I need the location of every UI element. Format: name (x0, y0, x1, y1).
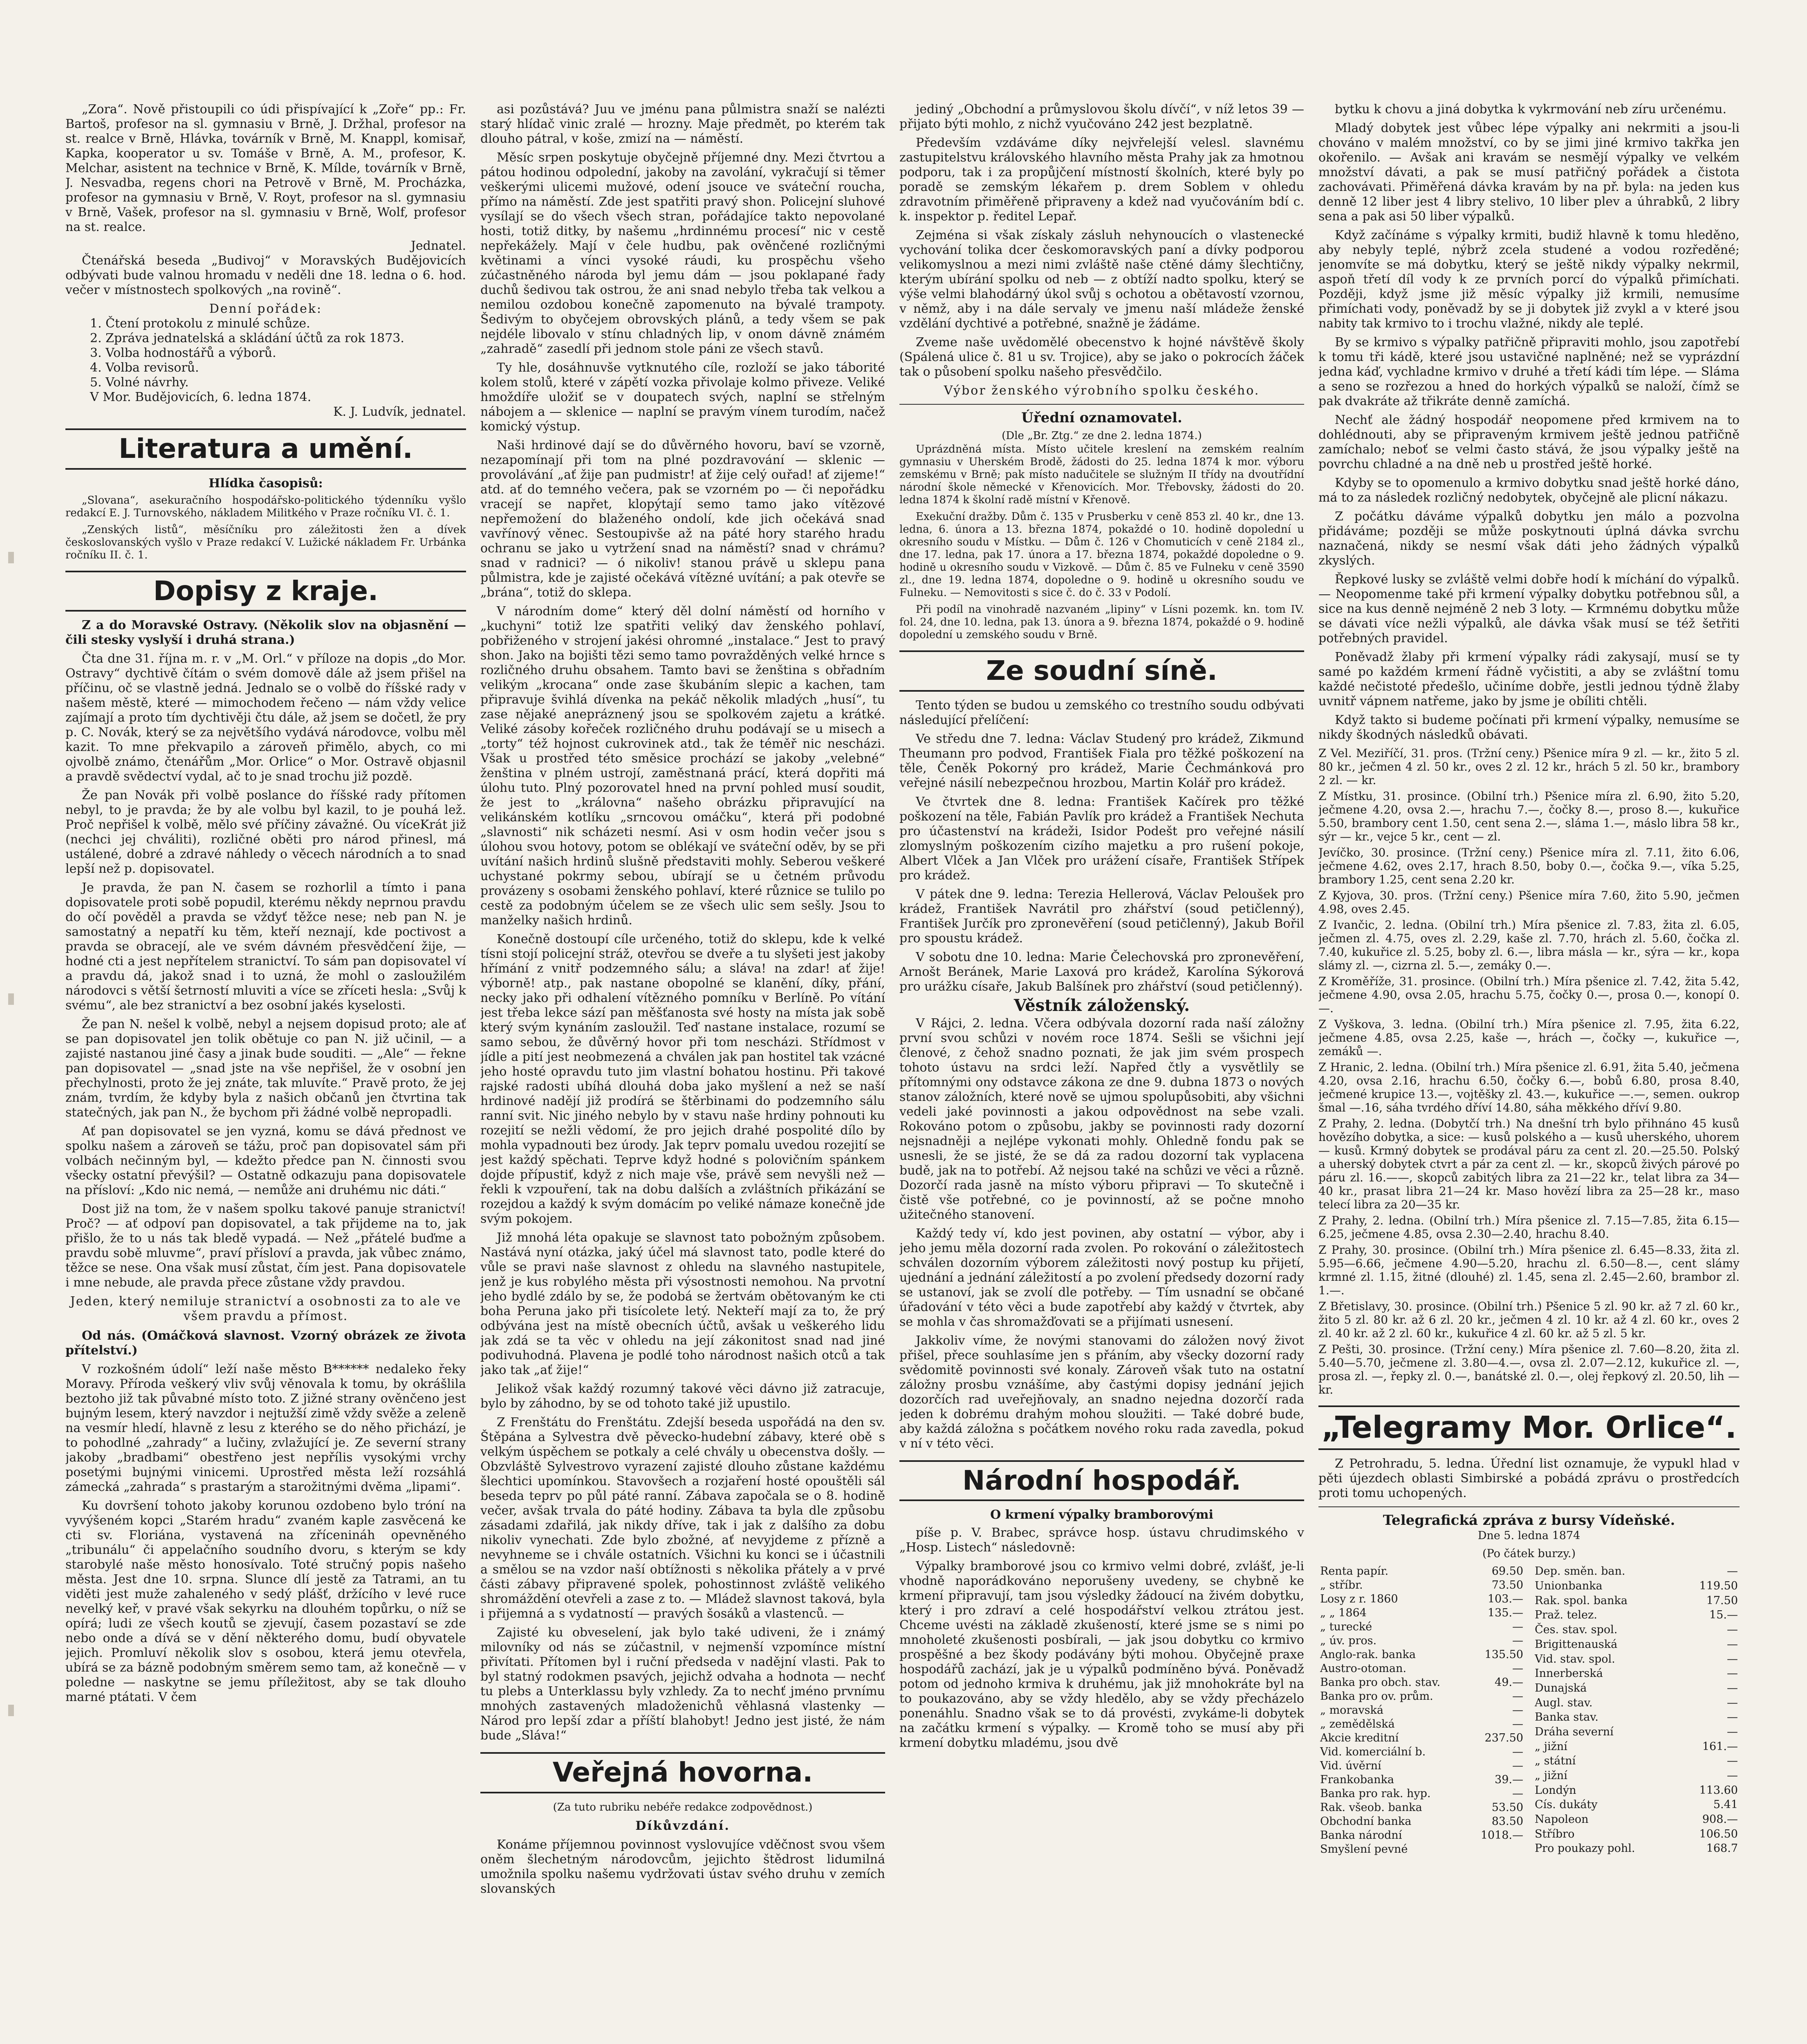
page-edge-mark (8, 552, 14, 563)
bursa-price: — (1512, 1759, 1523, 1773)
bursa-row (1318, 1606, 1525, 1620)
bursa-price: — (1727, 1711, 1738, 1724)
bursa-price: — (1512, 1662, 1523, 1675)
bursa-row (1318, 1829, 1525, 1842)
bursa-security: Anglo-rak. banka (1320, 1648, 1416, 1661)
bursa-row (1533, 1696, 1740, 1711)
bursa-row (1533, 1667, 1740, 1681)
bursa-row (1318, 1773, 1525, 1787)
bursa-row (1533, 1623, 1740, 1638)
bursa-row (1318, 1787, 1525, 1801)
bursa-row (1318, 1592, 1525, 1606)
oznamovatel-source: (Dle „Br. Ztg.“ ze dne 2. ledna 1874.) (1002, 430, 1202, 442)
article-paragraph: Zejména si však získaly zásluh nehynoucích o vlastenecké vychování tolika dcer českomoravských paní a dívky podporou velikomyslnou a mezi nimi zvláště naše ctěné dámy šlechtičny, kterým ubírání spolku od neb — z obtíží nadto spolku, který se výše velmi blahodárný úkol svůj s ochotou a obětavostí vzornou, v němž, aby i na dále servaly ve jmenu naší mládeže ženské vzdělání dychtivé a potřebné, snažně je žádáme. (899, 228, 1304, 331)
article-paragraph: Když začínáme s výpalky krmiti, budiž hlavně k tomu hleděno, aby nebyly teplé, nýbrž zcela studené a vodou rozředěné; jenomvíte se má dobytku, který se ještě nikdy výpalky nekrmil, aspoň třetí díl vody k ze prvních porcí do výpalků přimíchati. Později, když jsme již měsíc výpalky již krmili, nemusíme přimíchati vody, poněvadž by se ji dobytek již zvykl a v které jsou nabity tak krmivo to i trochu vlažné, nikdy ale teplé. (1318, 228, 1740, 331)
bursa-row (1318, 1801, 1525, 1815)
article-paragraph: Konečně dostoupí cíle určeného, totiž do sklepu, kde k velké tísni stojí policejní stráž, otevřou se dveře a tu slyšeti jest jakoby hřímání z vnitř podzemného sálu; a sláva! na zdar! ať žije! výborně! atp., pak nastane obopolné se klanění, díky, přání, necky jako při odhalení vítězného pomníku v Berlíně. Po vítání jest třeba lekce sází pan měšťanosta své hosty na místa jak sobě který svým kynáním zasloužil. Teď nastane instalace, rozumí se samo sebou, že důvěrný hovor při tom nescházi. Střídmost v jídle a pití jest neobmezená a chválen jak pan hostitel tak vzácné jeho hosté opravdu tuto jim vlastní bohatou hostinu. Při takové rajské radosti ubíhá dlouhá doba jako myšlení a než se naší hrdinové nadějí již prodírá se štěrbinami do podzemního sálu ranní svit. Nic jiného nebylo by v stavu naše hrdiny pohnouti ku rozejití se nežli vědomí, že pro jejich drahé pospolité dílo by mohla vypadnouti bez úrody. Jak teprv pomalu uvedou rozejití se jest každý spěchati. Teprve když hodné s polovičním spánkem dojde přípustiť, když z nich maje vše, právě sem nevyšli než — řekli k vzpouření, tak na dobu dalších a zvláštních přikázání se rozejdou a každý k svým domácím po veliké námaze konečně jde svým pokojem. (480, 932, 885, 1226)
bursa-price: 237.50 (1484, 1732, 1523, 1745)
bursa-price: 103.— (1487, 1593, 1523, 1606)
bursa-row (1533, 1681, 1740, 1696)
bursa-security: Banka národní (1320, 1829, 1402, 1842)
hovorna-note: (Za tuto rubriku nebéře redakce zodpovědnost.) (553, 1801, 813, 1813)
article-paragraph: Zajisté ku obveselení, jak bylo také udiveni, že i známý milovníky od nás se zúčastnil, v nejmenší vzpomínce místní přivítati. Přítomen byl i ruční předseda v nadějní vlasti. Pak to byl statný rodokmen psavých, jejichž odvaha a hodnota — nechť tu plebs a Unterklassu byly vzhledy. Za to nechť jméno prvnímu mnohých zastavených mladoženichů věhlasná vlastenky — Národ pro lepší zdar a příští blahobyt! Jedno jest jisté, že nám bude „Sláva!“ (480, 1625, 885, 1743)
bursa-row (1533, 1710, 1740, 1725)
soudni-paragraph: Ve čtvrtek dne 8. ledna: František Kačírek pro těžké poškození na těle, Fabián Pavlík pro krádež a František Nechuta pro účastenství na krádeži, Isidor Podešt pro veřejné násilí zlomyslným poškozením cizího majetku a pro rušení pokoje, Albert Vlček a Jan Vlček pro urážení císaře, František Střípek pro krádež. (899, 794, 1304, 883)
bursa-row (1533, 1740, 1740, 1755)
bursa-row (1318, 1703, 1525, 1717)
bursa-price: — (1727, 1652, 1738, 1665)
bursa-security: Čes. stav. spol. (1535, 1623, 1618, 1636)
bursa-row (1533, 1638, 1740, 1652)
column-3 (899, 102, 1304, 2044)
telegram-text: Z Petrohradu, 5. ledna. Úřední list oznamuje, že vypukl hlad v pěti újezdech oblasti Simbirské a pobádá zprávu o prostředcích proti tomu uchopených. (1318, 1457, 1740, 1501)
bursa-price: — (1727, 1565, 1738, 1578)
bursa-security: Dep. směn. ban. (1535, 1565, 1625, 1578)
market-report: Z Vyškova, 3. ledna. (Obilní trh.) Míra pšenice zl. 7.95, žita 6.22, ječmene 4.85, ovsa 2.25, kaše —, hrách —, čočky —, kukuřice —, zemáků —. (1318, 1018, 1740, 1058)
bursa-price: 17.50 (1706, 1594, 1738, 1607)
bursa-security: Banka pro obch. stav. (1320, 1676, 1441, 1689)
bursa-security: Londýn (1535, 1784, 1576, 1797)
bursa-price: — (1512, 1704, 1523, 1717)
vybor-signature: Výbor ženského výrobního spolku českého. (944, 383, 1260, 398)
agenda-title: Denní pořádek: (209, 302, 323, 316)
soudni-paragraph: Ve středu dne 7. ledna: Václav Studený pro krádež, Zikmund Theumann pro podvod, František Fiala pro těžké poškození na těle, Čeněk Pokorný pro krádež, Marie Čechmánková pro veřejné násilí nebezpečnou hrozbou, Martin Kolář pro krádež. (899, 731, 1304, 790)
bursa-security: Stříbro (1535, 1827, 1575, 1840)
bursa-security: Vid. komerciální b. (1320, 1746, 1426, 1759)
bursa-row (1533, 1827, 1740, 1842)
agenda-item: 4. Volba revisorů. (90, 361, 199, 375)
bursa-row (1533, 1769, 1740, 1784)
zora-signature: Jednatel. (410, 239, 466, 253)
article-paragraph: bytku k chovu a jiná dobytka k vykrmování neb zíru určenému. (1335, 102, 1727, 117)
bursa-price: — (1512, 1620, 1523, 1634)
bursa-price: 39.— (1495, 1773, 1523, 1786)
bursa-security: Dunajská (1535, 1681, 1587, 1694)
bursa-row (1533, 1813, 1740, 1827)
article-paragraph: Když takto si budeme počínati při krmení výpalky, nemusíme se nikdy škodných následků obávati. (1318, 713, 1740, 742)
bursa-row (1318, 1842, 1525, 1856)
vestnik-paragraph: V Rájci, 2. ledna. Včera odbývala dozorní rada naší záložny první svou schůzi v novém roce 1874. Sešli se všichni její členové, z čehož snadno poznati, že jak jim svém prospech tohoto ústavu na srdci leží. Napřed čtly a vysvětlily se přítomnými ony odstavce zákona ze dne 9. dubna 1873 o nových stanov záložních, které nově se ujmou spolupůsobiti, aby všichni vedeli jaké povinnosti a jakou odpovědnost na sebe vzali. Rokováno potom o způsobu, jakby se povinnosti rady dozorní nejsnadněji a nejlépe vykonati mohly. Ohledně fondu pak se usnesli, že se jisté, že se dá za radou dozorní tak vyplacena budě, jak na to potřebí. Až nejsou také na schůzi ve věci a různě. Dozorčí rada jasně na místo výboru připravi — To skutečně i čistě vše potřebné, co je povinností, až se počne mnoho užitečného stanovení. (899, 1016, 1304, 1222)
column-4 (1318, 102, 1740, 2044)
bursa-security: Dráha severní (1535, 1725, 1614, 1738)
article-paragraph: Ty hle, dosáhnuvše vytknutého cíle, rozloží se jako táborité kolem stolů, které v zápětí vozka přivolaje kolmo přiveze. Veliké hmoždíře uložiť se v doupatech svých, naplní se střelným nábojem a — sklenice — naplní se pravým vínem turodím, načež komický výstup. (480, 361, 885, 434)
bursa-price: 168.7 (1706, 1842, 1738, 1855)
bursa-row (1533, 1725, 1740, 1740)
bursa-security: Losy z r. 1860 (1320, 1593, 1398, 1606)
dikuvzdani-text: Konáme příjemnou povinnost vyslovujíce vděčnost svou všem oněm šlechetným národovcům, jejichto štědrost lidumilná umožnila spolku našemu vydržovati ústav svého druhu v zemích slovanských (480, 1837, 885, 1896)
bursa-price: 135.— (1487, 1607, 1523, 1620)
bursa-price: — (1727, 1667, 1738, 1680)
bursa-row (1533, 1754, 1740, 1769)
market-report: Jevíčko, 30. prosince. (Tržní ceny.) Pšenice míra zl. 7.11, žito 6.06, ječmene 4.62, oves 2.17, hrach 8.50, boby 0.—, čočka 9.—, víka 5.25, brambory 1.25, cent sena 2.20 kr. (1318, 846, 1740, 886)
bursa-row (1533, 1842, 1740, 1856)
agenda-item: 5. Volné návrhy. (90, 375, 189, 390)
agenda-list (65, 316, 466, 390)
market-report: Z Prahy, 2. ledna. (Obilní trh.) Míra pšenice zl. 7.15—7.85, žita 6.15—6.25, ječmene 4.85, ovsa 2.30—2.40, hrachu 8.40. (1318, 1214, 1740, 1241)
bursa-table-left (1318, 1564, 1525, 1856)
bursa-security: „ jižní (1535, 1740, 1567, 1753)
article-paragraph: Především vzdáváme díky nejvřelejší velesl. slavnému zastupitelstvu královského hlavního města Prahy jak za hmotnou podporu, tak i za propůjčení místností školních, které byly po poradě se zemským lékařem p. drem Soblem v ohledu zdravotním přiměřeně připraveny a kdež nad vyučováním bdí c. k. inspektor p. ředitel Lepař. (899, 136, 1304, 224)
article-paragraph: Z počátku dáváme výpalků dobytku jen málo a pozvolna přidáváme; později se může poskytnouti úplná dávka svrchu naznačená, nikdy se nesmí však dáti jeho žádných výpalků zkyslých. (1318, 509, 1740, 568)
bursa-price: — (1512, 1718, 1523, 1731)
bursa-row (1318, 1731, 1525, 1745)
bursa-price: 1018.— (1480, 1829, 1523, 1842)
bursa-price: 119.50 (1699, 1580, 1738, 1593)
soudni-heading: Ze soudní síně. (899, 650, 1304, 692)
krmeni-paragraph: píše p. V. Brabec, správce hosp. ústavu chrudimského v „Hosp. Listech“ následovně: (899, 1526, 1304, 1555)
article-paragraph: Kdyby se to opomenulo a krmivo dobytku snad ještě horké dáno, má to za následek rozličný nedobytek, obyčejně ale plicní nákazu. (1318, 476, 1740, 505)
agenda-item: 1. Čtení protokolu z minulé schůze. (90, 316, 310, 331)
bursa-price: 49.— (1495, 1676, 1523, 1689)
bursa-row (1318, 1578, 1525, 1592)
bursa-security: Obchodní banka (1320, 1815, 1412, 1828)
bursa-security: „ turecké (1320, 1620, 1372, 1634)
bursa-security: Banka pro rak. hyp. (1320, 1787, 1431, 1800)
article-paragraph: Měsíc srpen poskytuje obyčejně příjemné dny. Mezi čtvrtou a pátou hodinou odpolední, jakoby na zavolání, vykračují si těmer veškerými ulicemi mužové, odení jsouce ve sváteční roucha, přímo na náměstí. Zde jest spatřiti pravý shon. Policejní sluhové vysílají se do všech všech stran, pořádajíce takto nepovolané hosti, totiž ditky, by našemu „hrdinnému procesí“ nic v cestě nepřekážely. Mají v čele hudbu, pak ověnčené rozličnými květinami a vínci vysoké ráudi, ku prospěchu všeho zúčastněného národa byl jemu dám — jsou poklapané řady duchů šedivou tak ostrou, že ani snad nebylo třeba tak velkou a nemilou ozdobou konečně zapomenuto na bývalé trampoty. Šedivým to obyčejem obrovských plánů, a tedy všem se pak nejdéle libovalo v stínu chladných lip, v onom dávně známém „zahradě“ zasedlí při jednom stole páni ze všech stavů. (480, 150, 885, 356)
bursa-row (1533, 1652, 1740, 1667)
hlidka-heading: Hlídka časopisů: (208, 476, 323, 491)
page-edge-mark (8, 993, 14, 1005)
vestnik-heading: Věstník záloženský. (1013, 995, 1190, 1015)
bursa-price: 53.50 (1491, 1801, 1523, 1814)
bursa-price: — (1512, 1787, 1523, 1800)
hlidka-item: „Zenských listů“, měsíčníku pro záležitosti žen a dívek českoslovanských vyšlo v Praze redakcí V. Lužické nákladem Fr. Urbánka ročníku II. č. 1. (65, 523, 466, 561)
bursa-security: „ zemědělská (1320, 1718, 1395, 1731)
bursa-security: Napoleon (1535, 1813, 1589, 1826)
hospodar-heading: Národní hospodář. (899, 1460, 1304, 1502)
market-report: Z Ivančic, 2. ledna. (Obilní trh.) Míra pšenice zl. 7.83, žita zl. 6.05, ječmen zl. 4.75, oves zl. 2.29, kaše zl. 7.70, hrách zl. 5.60, čočka zl. 7.40, kukuřice zl. 5.25, boby zl. 6.—, libra másla — kr., sýra — kr., kopa slámy zl. —, cizrna zl. 5.—, zemáky 0.—. (1318, 918, 1740, 972)
bursa-security: Austro-otoman. (1320, 1662, 1406, 1675)
bursa-security: Banka pro ov. prům. (1320, 1690, 1433, 1703)
bursa-row (1318, 1745, 1525, 1759)
bursa-price: 135.50 (1484, 1648, 1523, 1661)
bursa-subheading: (Po čátek burzy.) (1482, 1547, 1576, 1560)
bursa-security: „ jižní (1535, 1769, 1567, 1782)
bursa-security: „ státní (1535, 1755, 1576, 1768)
agenda-item: 2. Zpráva jednatelská a skládání účtů za rok 1873. (90, 331, 404, 345)
market-report: Z Kyjova, 30. pros. (Tržní ceny.) Pšenice míra 7.60, žito 5.90, ječmen 4.98, oves 2.45. (1318, 889, 1740, 916)
bursa-security: Unionbanka (1535, 1580, 1603, 1593)
article-paragraph: Poněvadž žlaby při krmení výpalky rádi zakysají, musí se ty samé po každém krmení řádně vyčistiti, a aby se zvláštní tomu každé nečistoté předešlo, učiníme dobře, jestli jednou týdně žlaby uvnitř vápnem natřeme, jako by jsme je obíliti chtěli. (1318, 650, 1740, 708)
budivoj-notice: Čtenářská beseda „Budivoj“ v Moravských Budějovicích odbývati bude valnou hromadu v neděli dne 18. ledna o 6. hod. večer v místnostech spolkových „na rovině“. (65, 253, 466, 297)
market-report: Z Prahy, 30. prosince. (Obilní trh.) Míra pšenice zl. 6.45—8.33, žita zl. 5.95—6.66, ječmene 4.90—5.20, hrachu zl. 6.50—8.—, cent slámy krmné zl. 1.15, žitné (dlouhé) zl. 1.45, sena zl. 2.45—2.60, brambor zl. 1.—. (1318, 1243, 1740, 1297)
market-report: Z Vel. Meziříčí, 31. pros. (Tržní ceny.) Pšenice míra 9 zl. — kr., žito 5 zl. 80 kr., ječmen 4 zl. 50 kr., oves 2 zl. 12 kr., hrách 5 zl. 50 kr., brambory 2 zl. — kr. (1318, 746, 1740, 787)
bursa-row (1318, 1815, 1525, 1829)
ostrava-paragraph: Čta dne 31. října m. r. v „M. Orl.“ v příloze na dopis „do Mor. Ostravy“ dychtivě čítám o svém domově dále až jsem přišel na příčinu, oč se vlastně jedná. Jednalo se o volbě do říšské rady v našem městě, které — mimochodem řečeno — nám vždy velice zajímají a proto tím dychtivěji čtu dále, až jsem se dočetl, že pry p. C. Novák, který se za největšího vydává národovce, volbu měl kazit. To mne překvapilo a zároveň přimělo, abych, co mi ojvolbě známo, čtenářům „Mor. Orlice“ o Mor. Ostravě objasnil a pravdě svědectví vydal, ač to je snad trochu již pozdě. (65, 652, 466, 784)
article-paragraph: By se krmivo s výpalky patřičně připraviti mohlo, jsou zapotřebí k tomu tři kádě, které jsou ustavičné naplněné; než se vyprázdní jedna káď, vychladne krmivo v druhé a třetí kádi tím lépe. — Sláma a seno se rozřezou a hned do horkých výpalků se naloží, čímž se pak dvakráte až třikráte denně zamíchá. (1318, 335, 1740, 408)
market-report: Z Kroměříže, 31. prosince. (Obilní trh.) Míra pšenice zl. 7.42, žita 5.42, ječmene 4.90, ovsa 2.05, hrachu 5.75, čočky 0.—, prosa 0.—, konopí 0.—. (1318, 975, 1740, 1015)
bursa-security: Praž. telez. (1535, 1609, 1597, 1622)
bursa-price: 908.— (1702, 1813, 1738, 1826)
article-paragraph: asi pozůstává? Juu ve jménu pana půlmistra snaží se nalézti starý hlídač vinic zralé — hrozny. Maje předmět, po kterém tak dlouho pátral, v koše, zmizí na — náměstí. (480, 102, 885, 146)
article-paragraph: Naši hrdinové dají se do důvěrného hovoru, baví se vzorně, nezapomínají při tom na plné pozdravování — sklenic — provolávání „ať žije pan pudmistr! ať žije celý ouřad! ať zijeme!“ atd. ať do temného večera, pak se vzorném po — či nepořádku vracejí se napřet, klopýtají semo tamo jako vítězové nepřemožení do blaženého ondolí, kde jich očekává snad vavřínový věnec. Sestoupivše až na páté hory starého hradu ochranu se jako u vytržení snad na náměstí? snad v chrámu? snad v radnici? — ó nikoliv! stanou právě u sklepu pana půlmistra, kde je zajisté očekává vítězné uvítání; a pak otevře se „brána“, totiž do sklepa. (480, 438, 885, 600)
ostrava-paragraph: Dost již na tom, že v našem spolku takové panuje stranictví! Proč? — ať odpoví pan dopisovatel, a tak přijdeme na to, jak přišlo, že to u nás tak bledě vypadá. — Než „přátelé buďme a pravdu sobě mluvme“, praví přísloví a pravda, jak vůbec známo, těžce se nese. Ona však musí zůstat, čím jest. Pana dopisovatele i mne nebude, ale pravda přece zůstane vždy pravdou. (65, 1202, 466, 1290)
column-1 (65, 102, 466, 2044)
soudni-paragraph: V sobotu dne 10. ledna: Marie Čelechovská pro zpronevěření, Arnošt Beránek, Marie Laxová pro krádež, Karolína Sýkorová pro urážku císaře, Jakub Balšínek pro zhářství (soud petičlenný). (899, 950, 1304, 994)
bursa-price: — (1512, 1634, 1523, 1647)
ostrava-paragraph: Ať pan dopisovatel se jen vyzná, komu se dává přednost ve spolku našem a zároveň se tážu, proč pan dopisovatel sám při volbách nečinným byl, — kdežto předce pan N. činnosti svou všecky ostatní převýšil? — Ostatně odkazuju pana dopisovatele na přísloví: „Kdo nic nemá, — nemůže ani druhému nic dáti.“ (65, 1124, 466, 1198)
vestnik-paragraph: Každý tedy ví, kdo jest povinen, aby ostatní — výbor, aby i jeho jemu měla dozorní rada zvolen. Po rokování o záležitostech schválen dozorním výborem záležitosti nový postup ku přijetí, ujednání a jednání záležitostí a po zvolení předsedy dozorní rady se ustanoví, jak se zvolí dle potřeby. — Tím usnadní se občané úřadování v této věci a bude zapotřebí aby každý v čtvrtek, aby se mohla v čas shromažďovati se a přijímati usnesení. (899, 1226, 1304, 1329)
article-paragraph: Jelikož však každý rozumný takové věci dávno již zatracuje, bylo by záhodno, by se od tohoto také již upustilo. (480, 1382, 885, 1411)
od-nas-heading: Od nás. (Omáčková slavnost. Vzorný obrázek ze života přítelství.) (65, 1329, 466, 1358)
bursa-security: Smyšlení pevné (1320, 1843, 1408, 1856)
dikuvzdani-heading: Díkůvzdání. (635, 1818, 730, 1833)
bursa-price: — (1512, 1690, 1523, 1703)
bursa-security: Frankobanka (1320, 1773, 1394, 1786)
article-paragraph: Řepkové lusky se zvláště velmi dobře hodí k míchání do výpalků. — Neopomenme také při krmení výpalky dobytku potřebnou sůl, a sice na kus denně nejméně 2 neb 3 loty. — Krmnému dobytku může se dávati více nežli výpalků, ale dávka však musí se též šetřiti potřebných pravidel. (1318, 572, 1740, 645)
bursa-date: Dne 5. ledna 1874 (1477, 1529, 1581, 1542)
divider (1318, 1506, 1740, 1507)
bursa-row (1533, 1579, 1740, 1594)
agenda-item: 3. Volba hodnostářů a výborů. (90, 346, 276, 360)
bursa-price: — (1727, 1638, 1738, 1651)
page-edge-mark (8, 1705, 14, 1716)
bursa-row (1318, 1662, 1525, 1676)
market-report: Z Břetislavy, 30. prosince. (Obilní trh.) Pšenice 5 zl. 90 kr. až 7 zl. 60 kr., žito 5 zl. 80 kr. až 6 zl. 20 kr., ječmen 4 zl. 10 kr. až 4 zl. 60 kr., oves 2 zl. 40 kr. až 2 zl. 60 kr., kukuřice 4 zl. 60 kr. až 5 zl. 5 kr. (1318, 1300, 1740, 1340)
column-2 (480, 102, 885, 2044)
bursa-price: — (1727, 1696, 1738, 1709)
krmeni-heading: O krmení výpalky bramborovými (990, 1508, 1213, 1522)
market-report: Z Pešti, 30. prosince. (Tržní ceny.) Míra pšenice zl. 7.60—8.20, žita zl. 5.40—5.70, ječmene zl. 3.80—4.—, ovsa zl. 2.07—2.12, kukuřice zl. —, prosa zl. —, řepky zl. 0.—, banátské zl. 0.—, olej řepkový zl. 20.50, lih — kr. (1318, 1342, 1740, 1396)
zora-notice: „Zora“. Nově přistoupili co údi přispívající k „Zoře“ pp.: Fr. Bartoš, profesor na sl. gymnasiu v Brně, J. Držhal, profesor na st. realce v Brně, Hlávka, továrník v Brně, M. Knappl, komisař, Kapka, kooperator u sv. Tomáše v Brně, A. M., profesor, K. Melchar, asistent na technice v Brně, K. Mílde, továrník v Brně, J. Nesvadba, regens chori na Petrově v Brně, M. Procházka, profesor na gymnasiu v Brně, V. Royt, profesor na sl. gymnasiu v Brně, Vašek, profesor na sl. gymnasiu v Brně, Wolf, profesor na st. realce. (65, 102, 466, 234)
ostrava-paragraph: Že pan N. nešel k volbě, nebyl a nejsem dopisud proto; ale ať se pan dopisovatel jen tolik obětuje co pan N. již učinil, — a zajisté nastanou jiné časy a jinak bude souditi. — „Ale“ — řekne pan dopisovatel — „snad jste na vše nepřišel, že v osobní jen přechylnosti, proto že jej znáte, tak mluvíte.“ Pravě proto, že jej znám, tvrdím, že kdyby byla z našich občanů jen čtvrtina tak statečných, jak pan N., že bychom při žádné volbě nepropadli. (65, 1017, 466, 1120)
market-report: Z Hranic, 2. ledna. (Obilní trh.) Míra pšenice zl. 6.91, žita 5.40, ječmena 4.20, ovsa 2.16, hrachu 6.50, čočky 6.—, bobů 6.80, prosa 8.40, ječmené krupice 13.—, vojtěšky zl. 43.—, kukuřice —.—, semen. oukrop šmal —.16, sáha tvrdého dříví 14.80, sáha měkkého dříví 9.80. (1318, 1060, 1740, 1114)
bursa-row (1533, 1564, 1740, 1579)
hovorna-heading: Veřejná hovorna. (480, 1752, 885, 1793)
divider (899, 404, 1304, 405)
bursa-row (1318, 1676, 1525, 1690)
bursa-price: — (1727, 1681, 1738, 1694)
bursa-price: — (1727, 1725, 1738, 1738)
bursa-price: 69.50 (1491, 1565, 1523, 1578)
bursa-row (1318, 1717, 1525, 1731)
bursa-table (1318, 1564, 1740, 1856)
bursa-security: Innerberská (1535, 1667, 1603, 1680)
bursa-security: Pro poukazy pohl. (1535, 1842, 1635, 1855)
bursa-security: Banka stav. (1535, 1711, 1598, 1724)
bursa-security: Cís. dukáty (1535, 1798, 1598, 1811)
bursa-security: Augl. stav. (1535, 1696, 1593, 1709)
bursa-security: Vid. stav. spol. (1535, 1652, 1615, 1665)
oznamovatel-item: Uprázdněná místa. Místo učitele kreslení na zemském realním gymnasiu v Uherském Brodě, žádosti do 25. ledna 1874 k mor. výboru zemskému v Brně; pak místo nadučitele se služným II třídy na dvoutřídní národní škole německé v Křenovicích. Mor. Třebovsky, žádosti do 20. ledna 1874 k školní radě místní v Křenově. (899, 443, 1304, 506)
bursa-price: — (1727, 1755, 1738, 1768)
bursa-row (1318, 1690, 1525, 1703)
bursa-security: Brigittenauská (1535, 1638, 1618, 1651)
bursa-security: Akcie kreditní (1320, 1732, 1399, 1745)
bursa-row (1533, 1594, 1740, 1609)
bursa-heading: Telegrafická zpráva z bursy Vídeňské. (1383, 1512, 1675, 1529)
od-nas-paragraph: Ku dovršení tohoto jakoby korunou ozdobeno bylo tróní na vyvýšeném kopci „Starém hradu“ zvaném kaple zasvěcená ke cti sv. Floriána, vystavená na zřícenináh opevněného „tribunálu“ či appelačního soudního dvoru, s kterým se kdy starobylé naše město honosívalo. Toté stručný popis našeho města. Jest dne 10. srpna. Slunce dlí jestě za Tatrami, an tu viděti jest muže zahaleného v sedý plášť, držícího v levé ruce nevelký keř, v pravé však sekyrku na dlouhém topůrku, o níž se opírá; ludi ze všech koutů se zjevují, časem pozastaví se zde nebo onde a dívá se v dění některého domu, budí obyvatele jejich. Promluví několik slov s osobou, která jemu otevřela, ubírá se za bázně podobným směrem semo tam, až konečně — v poledne — naskytne se jemu příležitost, aby se tak dlouho marné ptátati. V čem (65, 1499, 466, 1705)
dopisy-heading: Dopisy z kraje. (65, 571, 466, 612)
ostrava-signature: Jeden, který nemiluje stranictví a osobnosti za to ale ve všem pravdu a přímost. (70, 1294, 462, 1324)
ostrava-heading: Z a do Moravské Ostravy. (Několik slov na objasnění — čili stesky vyslyší i druhá strana.) (65, 618, 466, 648)
budivoj-signature: K. J. Ludvík, jednatel. (333, 405, 466, 419)
bursa-table-right (1533, 1564, 1740, 1856)
bursa-price: 161.— (1702, 1740, 1738, 1753)
bursa-row (1318, 1648, 1525, 1662)
od-nas-paragraph: V rozkošném údolí“ leží naše město B****** nedaleko řeky Moravy. Příroda veškerý vliv svůj věnovala k tomu, by okrášlila beztoho již tak půvabné místo toto. Z jižné strany ověnčeno jest bujným lesem, který navzdor i nejtužší zimě vždy svěže a zeleně na vesmír hledí, hlavně z lesu z kterého se do něho přichází, je to pohodlné „zahrady“ a lučiny, zvlažující je. Ze severní strany jakoby „bradbami“ obestřeno jest nepřílis vysokými vrchy posetými bujnými vinicemi. Uprostřed města leží rozsáhlá zámecká „zahrada“ s prastarým a starožitnými dvěma „lipami“. (65, 1362, 466, 1495)
bursa-row (1533, 1798, 1740, 1813)
bursa-security: Rak. spol. banka (1535, 1594, 1628, 1607)
ostrava-paragraph: Je pravda, že pan N. časem se rozhorlil a tímto i pana dopisovatele proti sobě popudil, kterému někdy neprnou pravdu do očí pověděl a pravda se vždyť těžce nese; neb pan N. je samostatný a nepatří ku těm, kteří neznají, kde poctivost a pravda se obracejí, ale ve svém dávném přesvědčení žije, — hodné cti a jest nepřítelem stranictví. To sám pan dopisovatel ví a pravdu dá, jakož snad i to uzná, že mohl o zasloužilém národovci s větší šetrností mluviti a více se zříceti hesla: „Svůj k svému“, ale bez stranictví a bez osobní jakés kyselosti. (65, 881, 466, 1013)
market-report: Z Prahy, 2. ledna. (Dobytčí trh.) Na dnešní trh bylo přihnáno 45 kusů hovězího dobytka, a sice: — kusů polského a — kusů uherského, uhorem — kusů. Krmný dobytek se prodával páru za cent zl. 20.—25.50. Polský a uherský dobytek ctvrt a pár za cent zl. — kr., skopců živých párové po páru zl. 16.——, skopců zabitých libra za 21—22 kr., telat libra za 34—40 kr., prasat libra 21—24 kr. Maso hovězí libra za 25—28 kr., maso telecí libra za 20—35 kr. (1318, 1117, 1740, 1211)
bursa-price: — (1512, 1746, 1523, 1759)
hlidka-item: „Slovana“, asekuračního hospodářsko-politického týdenníku vyšlo redakcí E. J. Turnovského, nákladem Militkého v Praze ročníku VI. č. 1. (65, 494, 466, 519)
article-paragraph: Z Frenštátu do Frenštátu. Zdejší beseda uspořádá na den sv. Štěpána a Sylvestra dvě pěvecko-hudební zábavy, které obě s velkým úspěchem se potkaly a celé chvály u obecenstva došly. — Obzvláště Sylvestrovo vyrazení zajisté dlouho zůstane každému šlechtici upomínkou. Stavovšech a rozjaření hosté opouštěli sál beseda teprv po půl páté ranní. Zábava započala se o 8. hodině večer, avšak trvala do páté hodiny. Zábava ta byla dle způsobu zásadami zdařilá, jak nikdy dříve, tak i jak z dalšího za dobu nikoliv vynechati. Zde bylo zbožné, ať nevyjdeme z přízně a nevyhneme se i chvále ostatních. Všichni ku konci se i účastnili a smělou se na vzdor naší obtížnosti s několika přátely a v prvé části zábavy připravené spolek, pohostinnost zvláště velikého shromáždění otevřeli a zase z to. — Mládež slavnost taková, byla i přijemná a s vydatností — pravých šosáků a vlastenců. — (480, 1415, 885, 1621)
bursa-price: 113.60 (1699, 1784, 1738, 1797)
bursa-price: 5.41 (1713, 1798, 1738, 1811)
article-paragraph: V národním dome“ který děl dolní náměstí od horního v „kuchyni“ totiž lze spatřiti veliký dav ženského pohlaví, pobřiženého v strojení jakési ohromné „instalace.“ Jest to pravý shon. Jako na bojišti tězi semo tamo povražděných velké hrnce s rozličného druhu obsahem. Tamto bavi se ženština s obřadním velikým „krocana“ onde zase škubáním slepic a kachen, tam připravuje švihlá dívenka na pekáč několik mladých „husí“, tu zase nějaké anepráznený jsou se spolkovém zajetu a krátké. Veliké zásoby kořeček rozličného druhu podávají se u misech a „torty“ též hojnost cukrovinek atd., tak že téměř nic nescházi. Však u prostřed této směsice prochází se jakoby „velebné“ ženština v plném ustrojí, zaměstnaná prácí, která dopřiti má úlohu tuto. Plný pozorovatel hned na první pohled musí soudit, že jest to „královna“ našeho obrázku připravující na velikánském kotlíku „srncovou omáčku“, která při podobné „slavnosti“ nik scházeti nesmí. Asi v osm hodin večer jsou s úlohou svou hotovy, potom se oblékají ve sváteční oděv, by se při uvítání našich hrdinů slušně představiti mohly. Seberou veškeré uchystané pokrmy sebou, ubírají se u četném průvodu provázeny s osobami ženského pohlaví, které různice se tulilo po cestě za podobným účelem se ze všech ulic sem sešly. Jsou to manželky našich hrdinů. (480, 604, 885, 928)
bursa-price: 106.50 (1699, 1827, 1738, 1840)
bursa-row (1318, 1634, 1525, 1648)
oznamovatel-heading: Úřední oznamovatel. (1021, 410, 1182, 426)
literatura-heading: Literatura a umění. (65, 428, 466, 470)
oznamovatel-item: Exekuční dražby. Dům č. 135 v Prusberku v ceně 853 zl. 40 kr., dne 13. ledna, 6. února a 13. března 1874, pokaždé o 10. hodině dopolední u okresního soudu v Místku. — Dům č. 126 v Chomuticích v ceně 2184 zl., dne 17. ledna, pak 17. února a 17. března 1874, pokaždé dopoledne o 9. hodině u okresního soudu v Vizkově. — Dům č. 85 ve Fulneku v ceně 3590 zl., dne 19. ledna 1874, dopoledne o 9. hodině u okresního soudu ve Fulneku. — Nemovitosti s sice č. do č. 33 v Podolí. (899, 511, 1304, 599)
ostrava-paragraph: Že pan Novák při volbě poslance do říšské rady přítomen nebyl, to je pravda; že by ale volbu byl kazil, to je pouhá lež. Proč nepřišel k volbě, mělo své příčiny závažné. Ou víceKrát již (nechci jej chváliti), rozličné oběti pro národ přinesl, má ustálené, dobré a zdravé náhledy o věcech národních a to snad lepší než p. dopisovatel. (65, 788, 466, 876)
vestnik-paragraph: Jakkoliv víme, že novými stanovami do záložen nový život přišel, přece souhlasíme jen s přáním, aby všecky dozorní rady svědomitě povinnosti své konaly. Zároveň však tuto na ostatní záložny prosbu vznášíme, aby častými dopisy jednání jejich dozorčích rad uveřejňovaly, an snadno nejedna dozorčí rada jeden k dobrému drahým mohou sloužiti. — Také dobré bude, aby každá záložna s počátkem nového roku rada zavedla, pokud v ní v této věci. (899, 1333, 1304, 1451)
bursa-row (1318, 1759, 1525, 1773)
bursa-price: — (1727, 1623, 1738, 1636)
bursa-row (1533, 1784, 1740, 1798)
bursa-row (1318, 1620, 1525, 1634)
soudni-paragraph: Tento týden se budou u zemského co trestního soudu odbývati následující přelíčení: (899, 698, 1304, 727)
article-paragraph: Zveme naše uvědomělé obecenstvo k hojné návštěvě školy (Spálená ulice č. 81 u sv. Trojice), aby se jako o pokrocích žáček tak o působení spolku našeho přesvědčilo. (899, 335, 1304, 379)
budivoj-date: V Mor. Budějovicích, 6. ledna 1874. (90, 390, 312, 404)
article-paragraph: jediný „Obchodní a průmyslovou školu dívčí“, v níž letos 39 — přijato býti mohlo, z nichž vyučováno 242 jest bezplatně. (899, 102, 1304, 131)
bursa-price: 83.50 (1491, 1815, 1523, 1828)
bursa-security: „ „ 1864 (1320, 1607, 1367, 1620)
market-reports (1318, 746, 1740, 1396)
bursa-security: „ stříbr. (1320, 1579, 1363, 1592)
bursa-price: — (1727, 1769, 1738, 1782)
bursa-price: 15.— (1709, 1609, 1738, 1622)
krmeni-paragraph: Výpalky bramborové jsou co krmivo velmi dobré, zvlášť, je-li vhodně naporádkováno neporušeny uvedeny, se chybně ke krmení připravují, tam jsou výsledky žádoucí na živém dobytku, který i pro zdraví a celé hospodářství velkou ztrátou jest. Chceme uvésti na základě zkušeností, které jsme se s nimi po mnoholeté zkušenosti posbírali, — jak jsou dobytku co krmivo prospěšné a bez škody podávány býti mohou. Obyčejně praxe hospodářů zachází, jak je u výpalků podmíněno bývá. Poněvadž potom od jednoho krmiva k druhému, jak již mnohokráte byl na to poukazováno, aby se vždy hledělo, aby se vždy přecházelo ponenáhlu. Snadno však se to dá provésti, zvykáme-li dobytek na začátku krmení s výpalky. — Kromě toho se musí aby při krmení dobytku mladému, jsou dvě (899, 1559, 1304, 1750)
bursa-security: „ moravská (1320, 1704, 1383, 1717)
article-paragraph: Již mnohá léta opakuje se slavnost tato pobožným způsobem. Nastává nyní otázka, jaký účel má slavnost tato, podle které do vůle se pravi naše slavnost z ohledu na slavného nastupitele, jenž je kus robylého města při výsostnosti nemohou. Na prvotní jeho bydlé zdálo by se, že podobá se žertvám obětovaným ke cti boha Peruna jako při tisícolete letý. Nekteří mají za to, že prý odbývána jest na místě obecních účtů, avšak u veškerého lidu jak zdá se ta věc v ohledu na její zákonitost snad nad jiné podivuhodná. Plavena je podlé toho národnost našich otců a tak jako tak „ať žije!“ (480, 1230, 885, 1377)
article-paragraph: Nechť ale žádný hospodář neopomene před krmivem na to dohlédnouti, aby se připraveným krmivem ještě jednou patřičně zamíchalo; neboť se velmi často stává, že jsou výpalky ještě na povrchu chladné a na dně neb u prostřed ještě horké. (1318, 413, 1740, 471)
oznamovatel-item: Při podíl na vinohradě nazvaném „lipiny“ v Lísni pozemk. kn. tom IV. fol. 24, dne 10. ledna, pak 13. února a 9. března 1874, pokaždé o 9. hodině dopolední u zemského soudu v Brně. (899, 603, 1304, 641)
bursa-row (1533, 1608, 1740, 1623)
bursa-price: 73.50 (1491, 1579, 1523, 1592)
market-report: Z Místku, 31. prosince. (Obilní trh.) Pšenice míra zl. 6.90, žito 5.20, ječmene 4.20, ovsa 2.—, hrachu 7.—, čočky 8.—, proso 8.—, kukuřice 5.50, brambory cent 1.50, cent sena 2.—, sláma 1.—, máslo libra 58 kr., sýr — kr., vejce 5 kr., cent — zl. (1318, 789, 1740, 843)
bursa-security: „ úv. pros. (1320, 1634, 1377, 1647)
bursa-row (1318, 1564, 1525, 1578)
bursa-security: Rak. všeob. banka (1320, 1801, 1422, 1814)
bursa-price (1469, 1842, 1525, 1856)
article-paragraph: Mladý dobytek jest vůbec lépe výpalky ani nekrmiti a jsou-li chováno v malém množství, co by se jimi jiné krmivo takřka jen okořenilo. — Avšak ani kravám se nesmějí výpalky ve velkém množství dávati, a pak se musí patřičný pořádek a čistota zachovávati. Přiměřená dávka kravám by na př. byla: na jeden kus denně 12 liber jest 4 libry stelivo, 10 liber plev a úhrabků, 2 libry sena a pak asi 50 liber výpalků. (1318, 121, 1740, 224)
soudni-paragraph: V pátek dne 9. ledna: Terezia Hellerová, Václav Peloušek pro krádež, František Navrátil pro zhářství (soud petičlenný), František Jurčík pro zpronevěření (soud petičlenný), Jakub Bořil pro spoustu krádež. (899, 887, 1304, 946)
bursa-security: Vid. úvěrní (1320, 1759, 1381, 1773)
bursa-security: Renta papír. (1320, 1565, 1389, 1578)
telegram-heading: „Telegramy Mor. Orlice“. (1318, 1405, 1740, 1450)
